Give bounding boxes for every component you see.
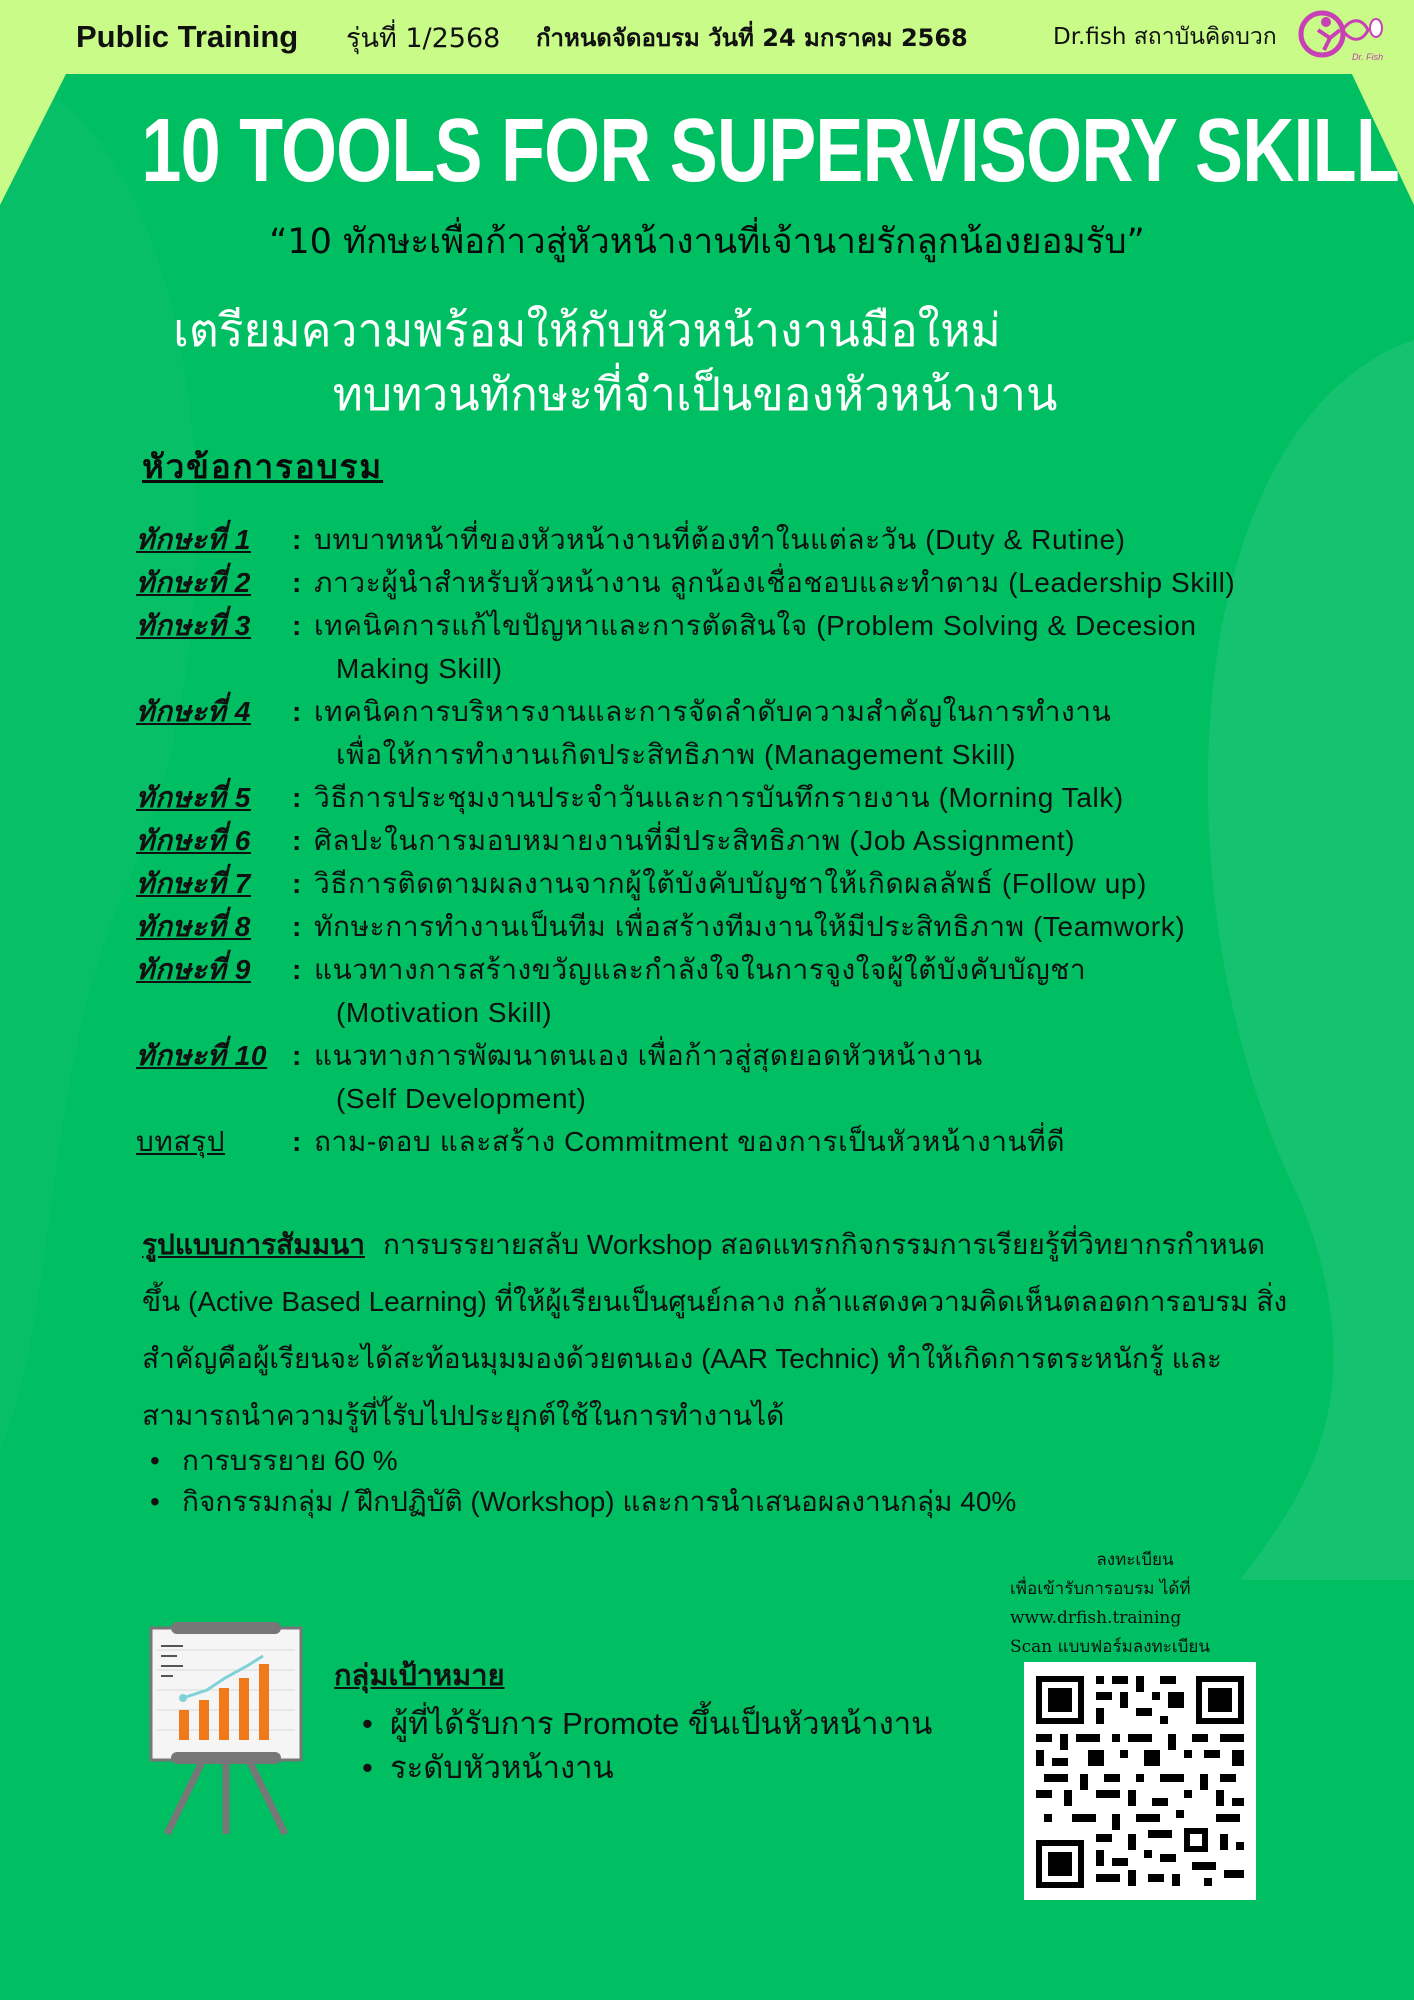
topic-item: ทักษะที่ 5 : วิธีการประชุมงานประจำวันและการบันทึกรายงาน (Morning Talk) xyxy=(136,776,1396,819)
tagline-line-1: เตรียมความพร้อมให้กับหัวหน้างานมือใหม่ xyxy=(173,303,1001,357)
tagline-line-2: ทบทวนทักษะที่จำเป็นของหัวหน้างาน xyxy=(332,367,1058,421)
target-heading: กลุ่มเป้าหมาย xyxy=(334,1658,505,1692)
format-text: การบรรยายสลับ Workshop สอดแทรกกิจกรรมการเรียยรู้ที่วิทยากรกำหนดขึ้น (Active Based Learning) ที่ให้ผู้เรียนเป็นศูนย์กลาง กล้าแสดงความคิดเห็นตลอดการอบรม สิ่งสำคัญคือผู้เรียนจะได้สะท้อนมุมมองด้วยตนเอง (AAR Technic) ทำให้เกิดการตระหนักรู้ และสามารถนำความรู้ที่ไ้รับไปประยุกต์ใช้ในการทำงานได้ xyxy=(142,1229,1288,1431)
topic-label: ทักษะที่ 4 xyxy=(136,696,251,727)
topic-text: ทักษะการทำงานเป็นทีม เพื่อสร้างทีมงานให้มีประสิทธิภาพ (Teamwork) xyxy=(314,911,1186,942)
round-label: รุ่นที่ 1/2568 xyxy=(346,22,501,54)
organizer-name: Dr.fish สถาบันคิดบวก xyxy=(1053,24,1277,50)
bullet-text: กิจกรรมกลุ่ม / ฝึกปฏิบัติ (Workshop) และการนำเสนอผลงานกลุ่ม 40% xyxy=(182,1486,1017,1517)
list-item: • กิจกรรมกลุ่ม / ฝึกปฏิบัติ (Workshop) และการนำเสนอผลงานกลุ่ม 40% xyxy=(150,1481,1016,1522)
topic-label: ทักษะที่ 9 xyxy=(136,954,251,985)
subtitle: “10 ทักษะเพื่อก้าวสู่หัวหน้างานที่เจ้านายรักลูกน้องยอมรับ” xyxy=(269,222,1145,262)
topic-text: เทคนิคการบริหารงานและการจัดลำดับความสำคัญในการทำงาน xyxy=(314,696,1112,727)
target-text: ผู้ที่ได้รับการ Promote ขึ้นเป็นหัวหน้างาน xyxy=(390,1706,933,1741)
qr-code-icon[interactable] xyxy=(1024,1662,1256,1900)
summary-text: ถาม-ตอบ และสร้าง Commitment ของการเป็นหัวหน้างานที่ดี xyxy=(314,1126,1066,1157)
topic-item: ทักษะที่ 9 : แนวทางการสร้างขวัญและกำลังใจในการจูงใจผู้ใต้บังคับบัญชา (Motivation Skill) xyxy=(136,948,1396,1034)
topic-item: ทักษะที่ 6 : ศิลปะในการมอบหมายงานที่มีประสิทธิภาพ (Job Assignment) xyxy=(136,819,1396,862)
topic-item: ทักษะที่ 10 : แนวทางการพัฒนาตนเอง เพื่อก้าวสู่สุดยอดหัวหน้างาน (Self Development) xyxy=(136,1034,1396,1120)
target-list xyxy=(362,1702,932,1790)
topic-item: ทักษะที่ 2 : ภาวะผู้นำสำหรับหัวหน้างาน ลูกน้องเชื่อชอบและทำตาม (Leadership Skill) xyxy=(136,561,1396,604)
topics-list xyxy=(136,518,1396,1163)
topic-text: เทคนิคการแก้ไขปัญหาและการตัดสินใจ (Problem Solving & Decesion xyxy=(314,610,1197,641)
topic-item: ทักษะที่ 3 : เทคนิคการแก้ไขปัญหาและการตัดสินใจ (Problem Solving & Decesion Making Skill) xyxy=(136,604,1396,690)
topic-text: แนวทางการพัฒนาตนเอง เพื่อก้าวสู่สุดยอดหัวหน้างาน xyxy=(314,1040,983,1071)
topic-label: ทักษะที่ 3 xyxy=(136,610,251,641)
topic-text: ภาวะผู้นำสำหรับหัวหน้างาน ลูกน้องเชื่อชอบและทำตาม (Leadership Skill) xyxy=(314,567,1236,598)
topic-label: ทักษะที่ 5 xyxy=(136,782,251,813)
format-heading: รูปแบบการสัมมนา xyxy=(142,1229,365,1260)
page-title: 10 TOOLS FOR SUPERVISORY SKILL xyxy=(141,101,1400,201)
registration-info xyxy=(1010,1546,1260,1662)
topic-text: แนวทางการสร้างขวัญและกำลังใจในการจูงใจผู้ใต้บังคับบัญชา xyxy=(314,954,1087,985)
topic-text: บทบาทหน้าที่ของหัวหน้างานที่ต้องทำในแต่ละวัน (Duty & Rutine) xyxy=(314,524,1126,555)
list-item: • ระดับหัวหน้างาน xyxy=(362,1746,932,1790)
topic-label: ทักษะที่ 2 xyxy=(136,567,251,598)
topic-label: ทักษะที่ 8 xyxy=(136,911,251,942)
topic-text-cont: (Motivation Skill) xyxy=(336,997,553,1028)
presentation-easel-icon xyxy=(143,1620,309,1844)
topic-text-cont: (Self Development) xyxy=(336,1083,587,1114)
registration-line: เพื่อเข้ารับการอบรม ได้ที่ xyxy=(1010,1579,1191,1599)
registration-url[interactable]: www.drfish.training xyxy=(1010,1608,1182,1628)
topic-item: ทักษะที่ 4 : เทคนิคการบริหารงานและการจัดลำดับความสำคัญในการทำงาน เพื่อให้การทำงานเกิดประสิทธิภาพ (Management Skill) xyxy=(136,690,1396,776)
registration-line: ลงทะเบียน xyxy=(1096,1550,1174,1570)
registration-line: Scan แบบฟอร์มลงทะเบียน xyxy=(1010,1637,1211,1657)
topic-label: ทักษะที่ 7 xyxy=(136,868,251,899)
summary-label: บทสรุป xyxy=(136,1126,226,1157)
list-item: • ผู้ที่ได้รับการ Promote ขึ้นเป็นหัวหน้างาน xyxy=(362,1702,932,1746)
topic-label: ทักษะที่ 6 xyxy=(136,825,251,856)
topic-text-cont: เพื่อให้การทำงานเกิดประสิทธิภาพ (Management Skill) xyxy=(336,739,1017,770)
topic-text-cont: Making Skill) xyxy=(336,653,503,684)
logo-text: Dr. Fish xyxy=(1352,52,1384,62)
target-text: ระดับหัวหน้างาน xyxy=(390,1750,614,1785)
topic-item: ทักษะที่ 7 : วิธีการติดตามผลงานจากผู้ใต้บังคับบัญชาให้เกิดผลลัพธ์ (Follow up) xyxy=(136,862,1396,905)
topics-heading: หัวข้อการอบรม xyxy=(142,447,384,486)
topic-item: ทักษะที่ 1 : บทบาทหน้าที่ของหัวหน้างานที่ต้องทำในแต่ละวัน (Duty & Rutine) xyxy=(136,518,1396,561)
topic-text: ศิลปะในการมอบหมายงานที่มีประสิทธิภาพ (Job Assignment) xyxy=(314,825,1076,856)
topic-label: ทักษะที่ 10 xyxy=(136,1040,268,1071)
topic-label: ทักษะที่ 1 xyxy=(136,524,251,555)
format-bullets xyxy=(150,1440,1016,1522)
program-label: Public Training xyxy=(76,19,299,54)
topic-text: วิธีการประชุมงานประจำวันและการบันทึกรายงาน (Morning Talk) xyxy=(314,782,1124,813)
training-date: กำหนดจัดอบรม วันที่ 24 มกราคม 2568 xyxy=(536,23,968,52)
bullet-text: การบรรยาย 60 % xyxy=(182,1445,398,1476)
topic-item: ทักษะที่ 8 : ทักษะการทำงานเป็นทีม เพื่อสร้างทีมงานให้มีประสิทธิภาพ (Teamwork) xyxy=(136,905,1396,948)
list-item: • การบรรยาย 60 % xyxy=(150,1440,1016,1481)
seminar-format xyxy=(142,1216,1292,1444)
summary-item: บทสรุป : ถาม-ตอบ และสร้าง Commitment ของการเป็นหัวหน้างานที่ดี xyxy=(136,1120,1396,1163)
topic-text: วิธีการติดตามผลงานจากผู้ใต้บังคับบัญชาให้เกิดผลลัพธ์ (Follow up) xyxy=(314,868,1147,899)
